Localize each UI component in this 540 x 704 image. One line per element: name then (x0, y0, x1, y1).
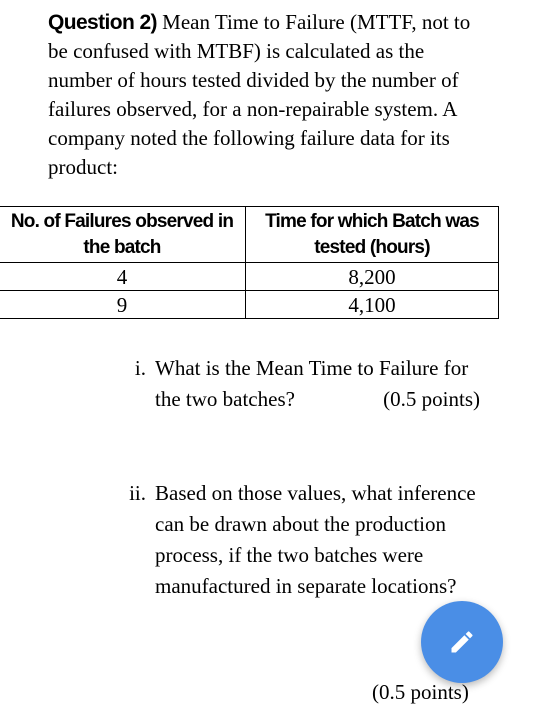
sub-question-text: Based on those values, what inference can be drawn about the production process, if the two batches were manufactured in separate locations? (155, 481, 476, 598)
sub-question-text: What is the Mean Time to Failure for the two batches? (155, 356, 469, 411)
column-header-time: Time for which Batch was tested (hours) (246, 207, 499, 263)
pencil-icon (448, 628, 476, 656)
table-cell-failures: 4 (0, 263, 246, 291)
table-header-row (0, 207, 499, 263)
sub-question-marker: i. (134, 356, 146, 380)
sub-question-body (155, 478, 480, 602)
question-text (48, 8, 488, 182)
edit-button[interactable] (421, 601, 503, 683)
table-cell-hours: 4,100 (246, 291, 499, 319)
table-row (0, 291, 499, 319)
failure-data-table (0, 206, 499, 319)
table-cell-failures: 9 (0, 291, 246, 319)
table-cell-hours: 8,200 (246, 263, 499, 291)
question-label: Question 2) (48, 11, 157, 34)
column-header-failures: No. of Failures observed in the batch (0, 207, 246, 263)
question-body: Mean Time to Failure (MTTF, not to be confused with MTBF) is calculated as the number of hours tested divided by the number of failures observed, for a non-repairable system. A company noted the following failure data for its product: (48, 10, 471, 179)
sub-question-points: (0.5 points) (383, 387, 480, 411)
sub-question-i (106, 353, 486, 453)
table-row (0, 263, 499, 291)
sub-question-points: (0.5 points) (372, 680, 469, 704)
sub-question-marker: ii. (129, 481, 146, 505)
sub-question-body (155, 353, 480, 415)
